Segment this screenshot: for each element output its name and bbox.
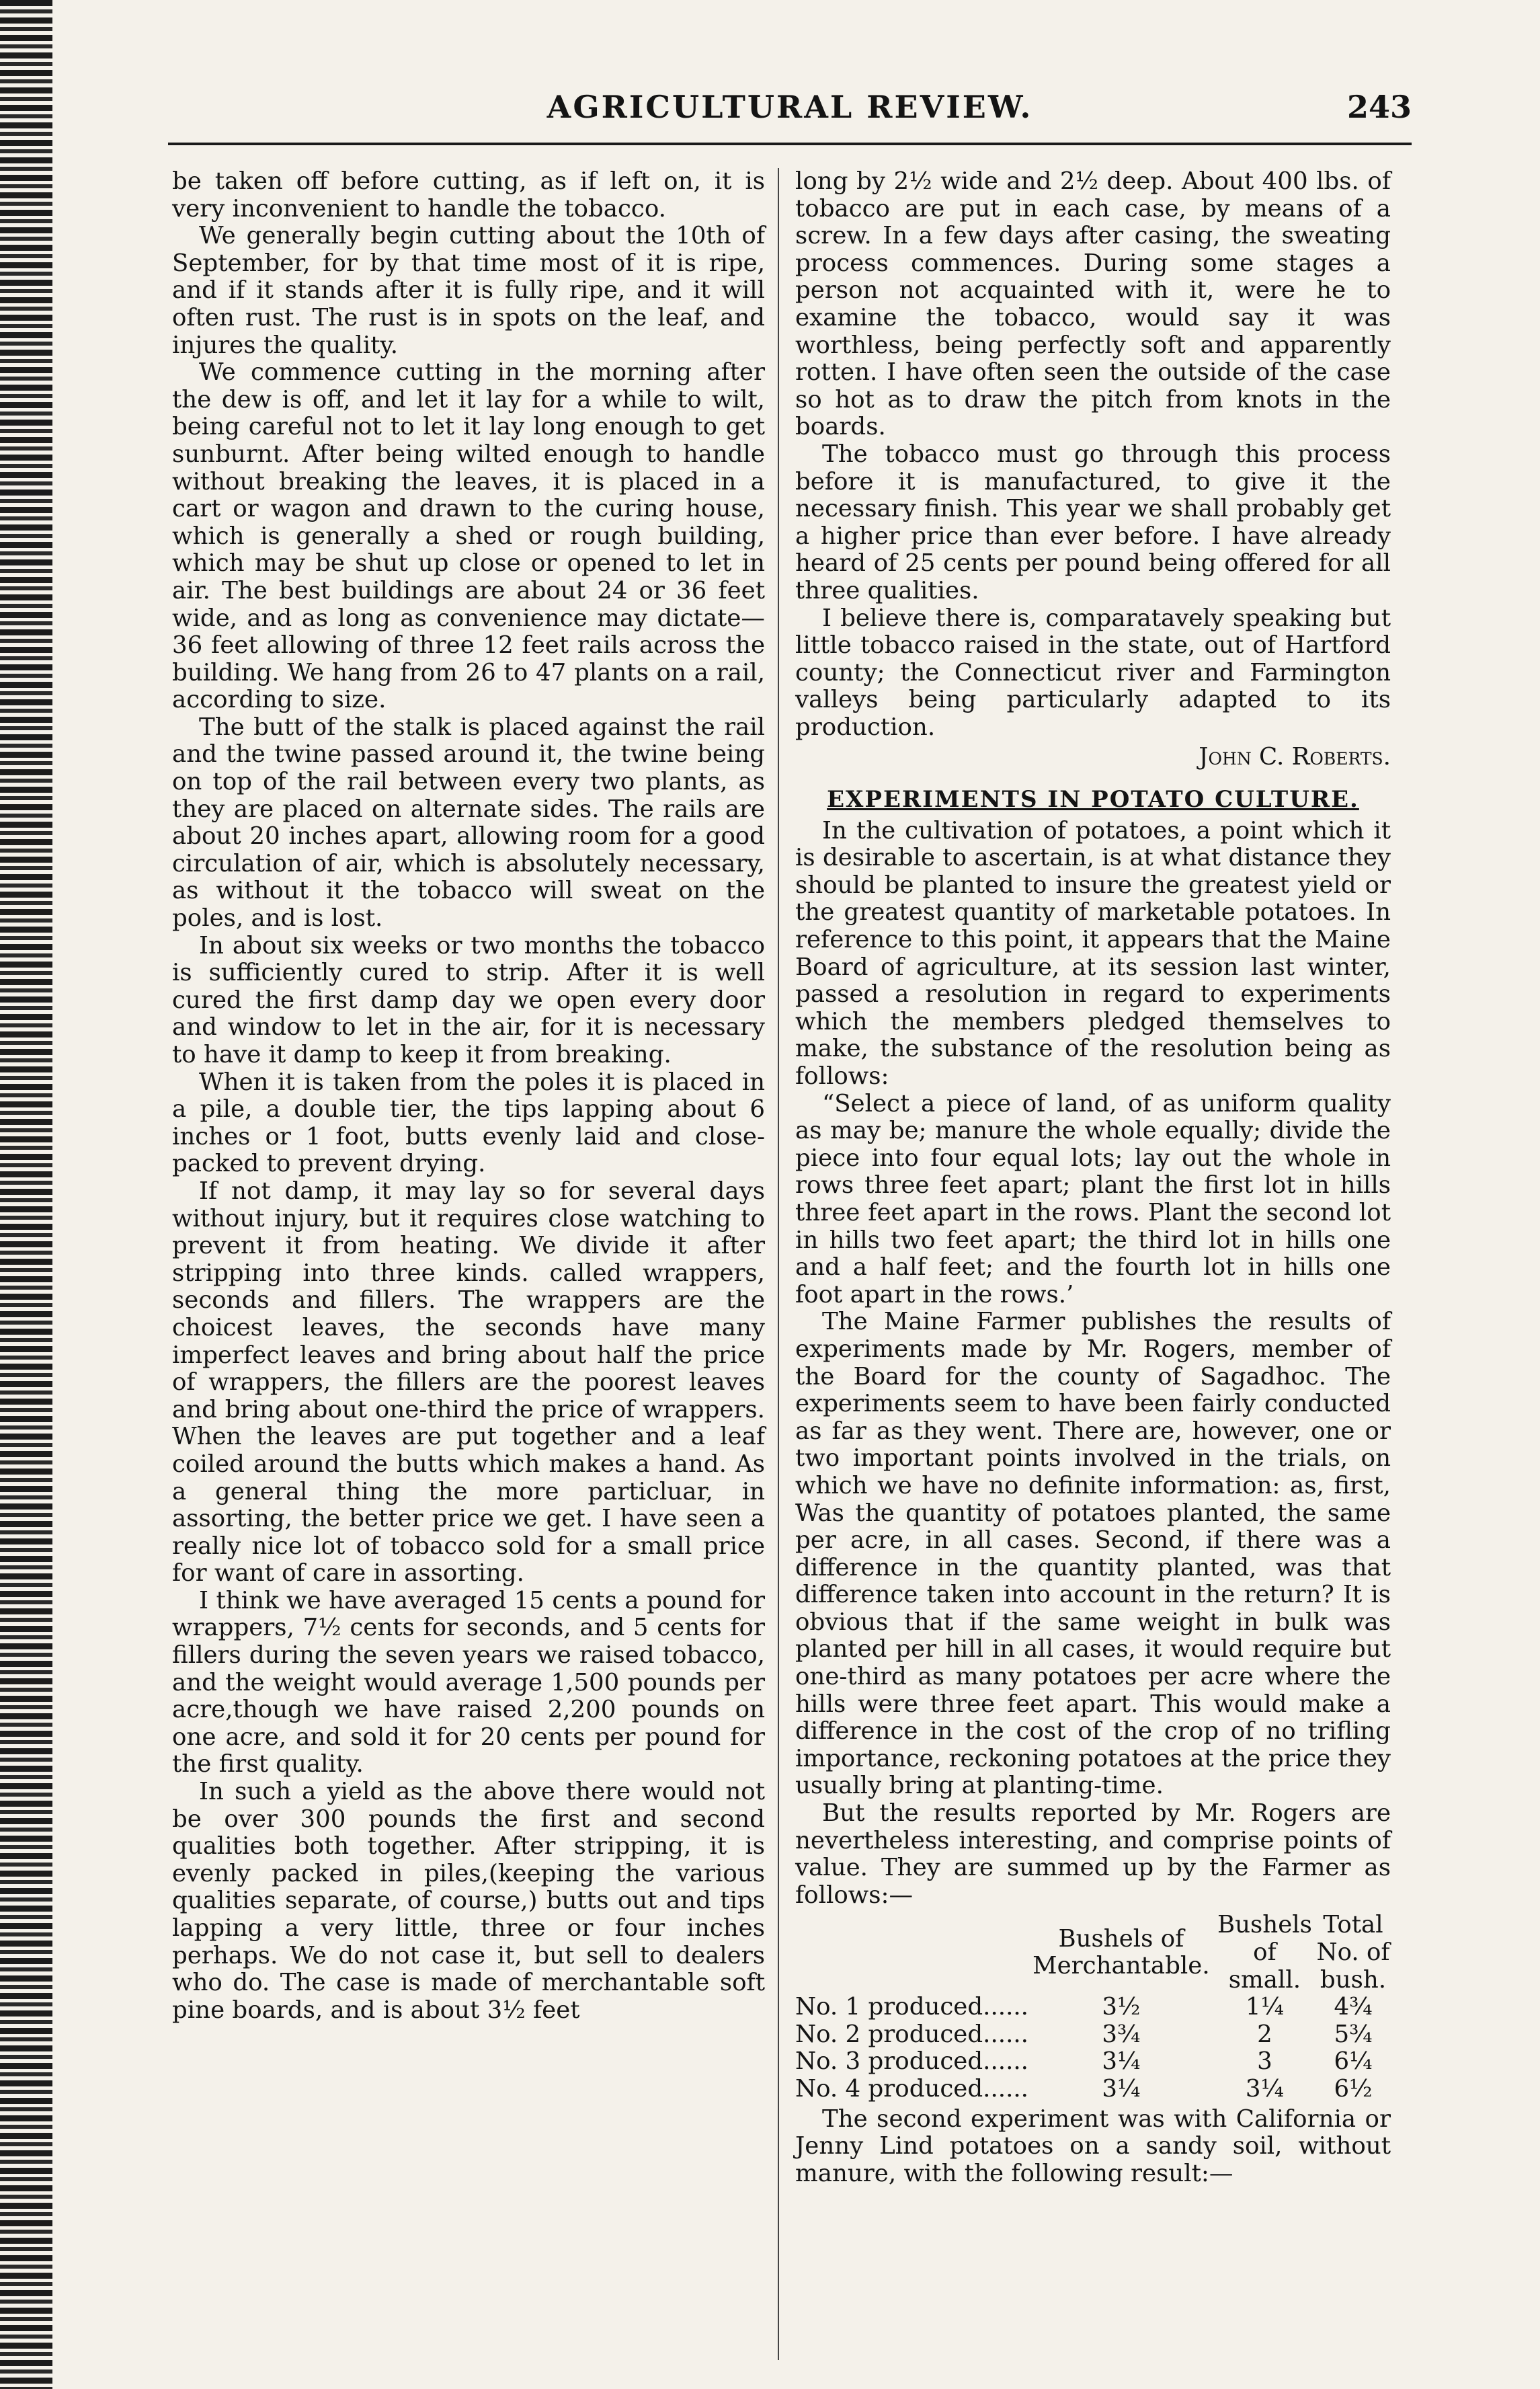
paragraph: When it is taken from the poles it is placed in a pile, a double tier, the tips lapping about 6 inches or 1 foot, butts evenly laid and close-packed to prevent drying. — [172, 1068, 765, 1178]
paragraph: In the cultivation of potatoes, a point which it is desirable to ascertain, is at what distance they should be planted to insure the greatest yield or the greatest quantity of marketable potatoes. In reference to this point, it appears that the Maine Board of agriculture, at its session last winter, passed a resolution in regard to experiments which the members pledged themselves to make, the substance of the resolution being as follows: — [795, 816, 1391, 1090]
page-binding-edge — [0, 0, 52, 2389]
column-header: Bushels of small. — [1217, 1911, 1312, 1994]
cell-total: 4¾ — [1334, 1993, 1373, 2021]
cell-small: 3¼ — [1245, 2074, 1284, 2103]
table-row — [795, 2048, 1391, 2076]
paragraph: In such a yield as the above there would not be over 300 pounds the first and second qualities both together. After stripping, it is evenly packed in piles,(keeping the various qualities separate, of course,) butts out and tips lapping a very little, three or four inches perhaps. We do not case it, but sell to dealers who do. The case is made of merchantable soft pine boards, and is about 3½ feet — [172, 1778, 765, 2024]
paragraph: In about six weeks or two months the tobacco is sufficiently cured to strip. After it is well cured the first damp day we open every door and window to let in the air, for it is necessary to have it damp to keep it from breaking. — [172, 931, 765, 1068]
row-label: No. 4 produced...... — [795, 2074, 1028, 2103]
row-label: No. 3 produced...... — [795, 2047, 1028, 2076]
table-row — [795, 2076, 1391, 2103]
cell-merchantable: 3½ — [1102, 1993, 1141, 2021]
paragraph: But the results reported by Mr. Rogers are nevertheless interesting, and comprise points of value. They are summed up by the Farmer as follows:— — [795, 1799, 1391, 1909]
running-title: AGRICULTURAL REVIEW. — [546, 89, 1033, 125]
paragraph: I believe there is, comparatavely speaking but little tobacco raised in the state, out of Hartford county; the Connecticut river and Farmington valleys being particularly adapted to its production. — [795, 604, 1391, 741]
cell-merchantable: 3¼ — [1102, 2047, 1141, 2076]
column-header: Total No. of bush. — [1316, 1911, 1390, 1994]
section-heading: EXPERIMENTS IN POTATO CULTURE. — [827, 786, 1359, 814]
quoted-resolution: “Select a piece of land, of as uniform quality as may be; manure the whole equally; divide the piece into four equal lots; lay out the whole in rows three feet apart; plant the first lot in hills three feet apart in the rows. Plant the second lot in hills two feet apart; the third lot in hills one and a half feet; and the fourth lot in hills one foot apart in the rows.’ — [795, 1089, 1391, 1308]
paragraph: We commence cutting in the morning after the dew is off, and let it lay for a while to wilt, being careful not to let it lay long enough to get sunburnt. After being wilted enough to handle without breaking the leaves, it is placed in a cart or wagon and drawn to the curing house, which is generally a shed or rough building, which may be shut up close or opened to let in air. The best buildings are about 24 or 36 feet wide, and as long as convenience may dictate—36 feet allowing of three 12 feet rails across the building. We hang from 26 to 47 plants on a rail, according to size. — [172, 358, 765, 714]
cell-total: 5¾ — [1334, 2020, 1373, 2048]
column-header: Bushels of Merchantable. — [1032, 1924, 1210, 1980]
cell-merchantable: 3¼ — [1102, 2074, 1141, 2103]
row-label: No. 2 produced...... — [795, 2020, 1028, 2048]
right-column — [795, 168, 1391, 2187]
paragraph: be taken off before cutting, as if left on, it is very inconvenient to handle the tobacco. — [172, 167, 765, 223]
cell-total: 6½ — [1334, 2074, 1373, 2103]
page-number: 243 — [1346, 89, 1412, 125]
paragraph: We generally begin cutting about the 10th of September, for by that time most of it is ripe, and if it stands after it is fully ripe, and it will often rust. The rust is in spots on the leaf, and injures the quality. — [172, 222, 765, 359]
paragraph: If not damp, it may lay so for several days without injury, but it requires close watching to prevent it from heating. We divide it after stripping into three kinds. called wrappers, seconds and fillers. The wrappers are the choicest leaves, the seconds have many imperfect leaves and bring about half the price of wrappers, the fillers are the poorest leaves and bring about one-third the price of wrappers. When the leaves are put together and a leaf coiled around the butts which makes a hand. As a general thing the more particluar, in assorting, the better price we get. I have seen a really nice lot of tobacco sold for a small price for want of care in assorting. — [172, 1177, 765, 1588]
paragraph: The Maine Farmer publishes the results of experiments made by Mr. Rogers, member of the Board for the county of Sagadhoc. The experiments seem to have been fairly conducted as far as they went. There are, however, one or two important points involved in the trials, on which we have no definite information: as, first, Was the quantity of potatoes planted, the same per acre, in all cases. Second, if there was a difference in the quantity planted, was that difference taken into account in the return? It is obvious that if the same weight in bulk was planted per hill in all cases, it would require but one-third as many potatoes per acre where the hills were three feet apart. This would make a difference in the cost of the crop of no trifling importance, reckoning potatoes at the price they usually bring at planting-time. — [795, 1308, 1391, 1800]
paragraph: The butt of the stalk is placed against the rail and the twine passed around it, the twine being on top of the rail between every two plants, as they are placed on alternate sides. The rails are about 20 inches apart, allowing room for a good circulation of air, which is absolutely necessary, as without it the tobacco will sweat on the poles, and is lost. — [172, 713, 765, 933]
cell-small: 1¼ — [1245, 1993, 1284, 2021]
table-row — [795, 1994, 1391, 2021]
header-rule — [168, 143, 1412, 145]
cell-total: 6¼ — [1334, 2047, 1373, 2076]
page-header — [168, 79, 1412, 143]
paragraph: The tobacco must go through this process before it is manufactured, to give it the necessary finish. This year we shall probably get a higher price than ever before. I have already heard of 25 cents per pound being offered for all three qualities. — [795, 440, 1391, 604]
paragraph: The second experiment was with California or Jenny Lind potatoes on a sandy soil, without manure, with the following result:— — [795, 2105, 1391, 2187]
cell-merchantable: 3¾ — [1102, 2020, 1141, 2048]
cell-small: 2 — [1257, 2020, 1272, 2048]
paragraph: I think we have averaged 15 cents a pound for wrappers, 7½ cents for seconds, and 5 cents for fillers during the seven years we raised tobacco, and the weight would average 1,500 pounds per acre,though we have raised 2,200 pounds on one acre, and sold it for 20 cents per pound for the first quality. — [172, 1586, 765, 1778]
row-label: No. 1 produced...... — [795, 1993, 1028, 2021]
potato-yield-table — [795, 1912, 1391, 2103]
column-divider — [778, 168, 779, 2360]
left-column — [172, 168, 765, 2024]
cell-small: 3 — [1257, 2047, 1272, 2076]
table-row — [795, 2021, 1391, 2049]
paragraph: long by 2½ wide and 2½ deep. About 400 lbs. of tobacco are put in each case, by means of a screw. In a few days after casing, the sweating process commences. During some stages a person not acquainted with it, were he to examine the tobacco, would say it was worthless, being perfectly soft and apparently rotten. I have often seen the outside of the case so hot as to draw the pitch from knots in the boards. — [795, 167, 1391, 441]
author-signature: John C. Roberts. — [1199, 743, 1391, 771]
table-header-row — [795, 1912, 1391, 1994]
